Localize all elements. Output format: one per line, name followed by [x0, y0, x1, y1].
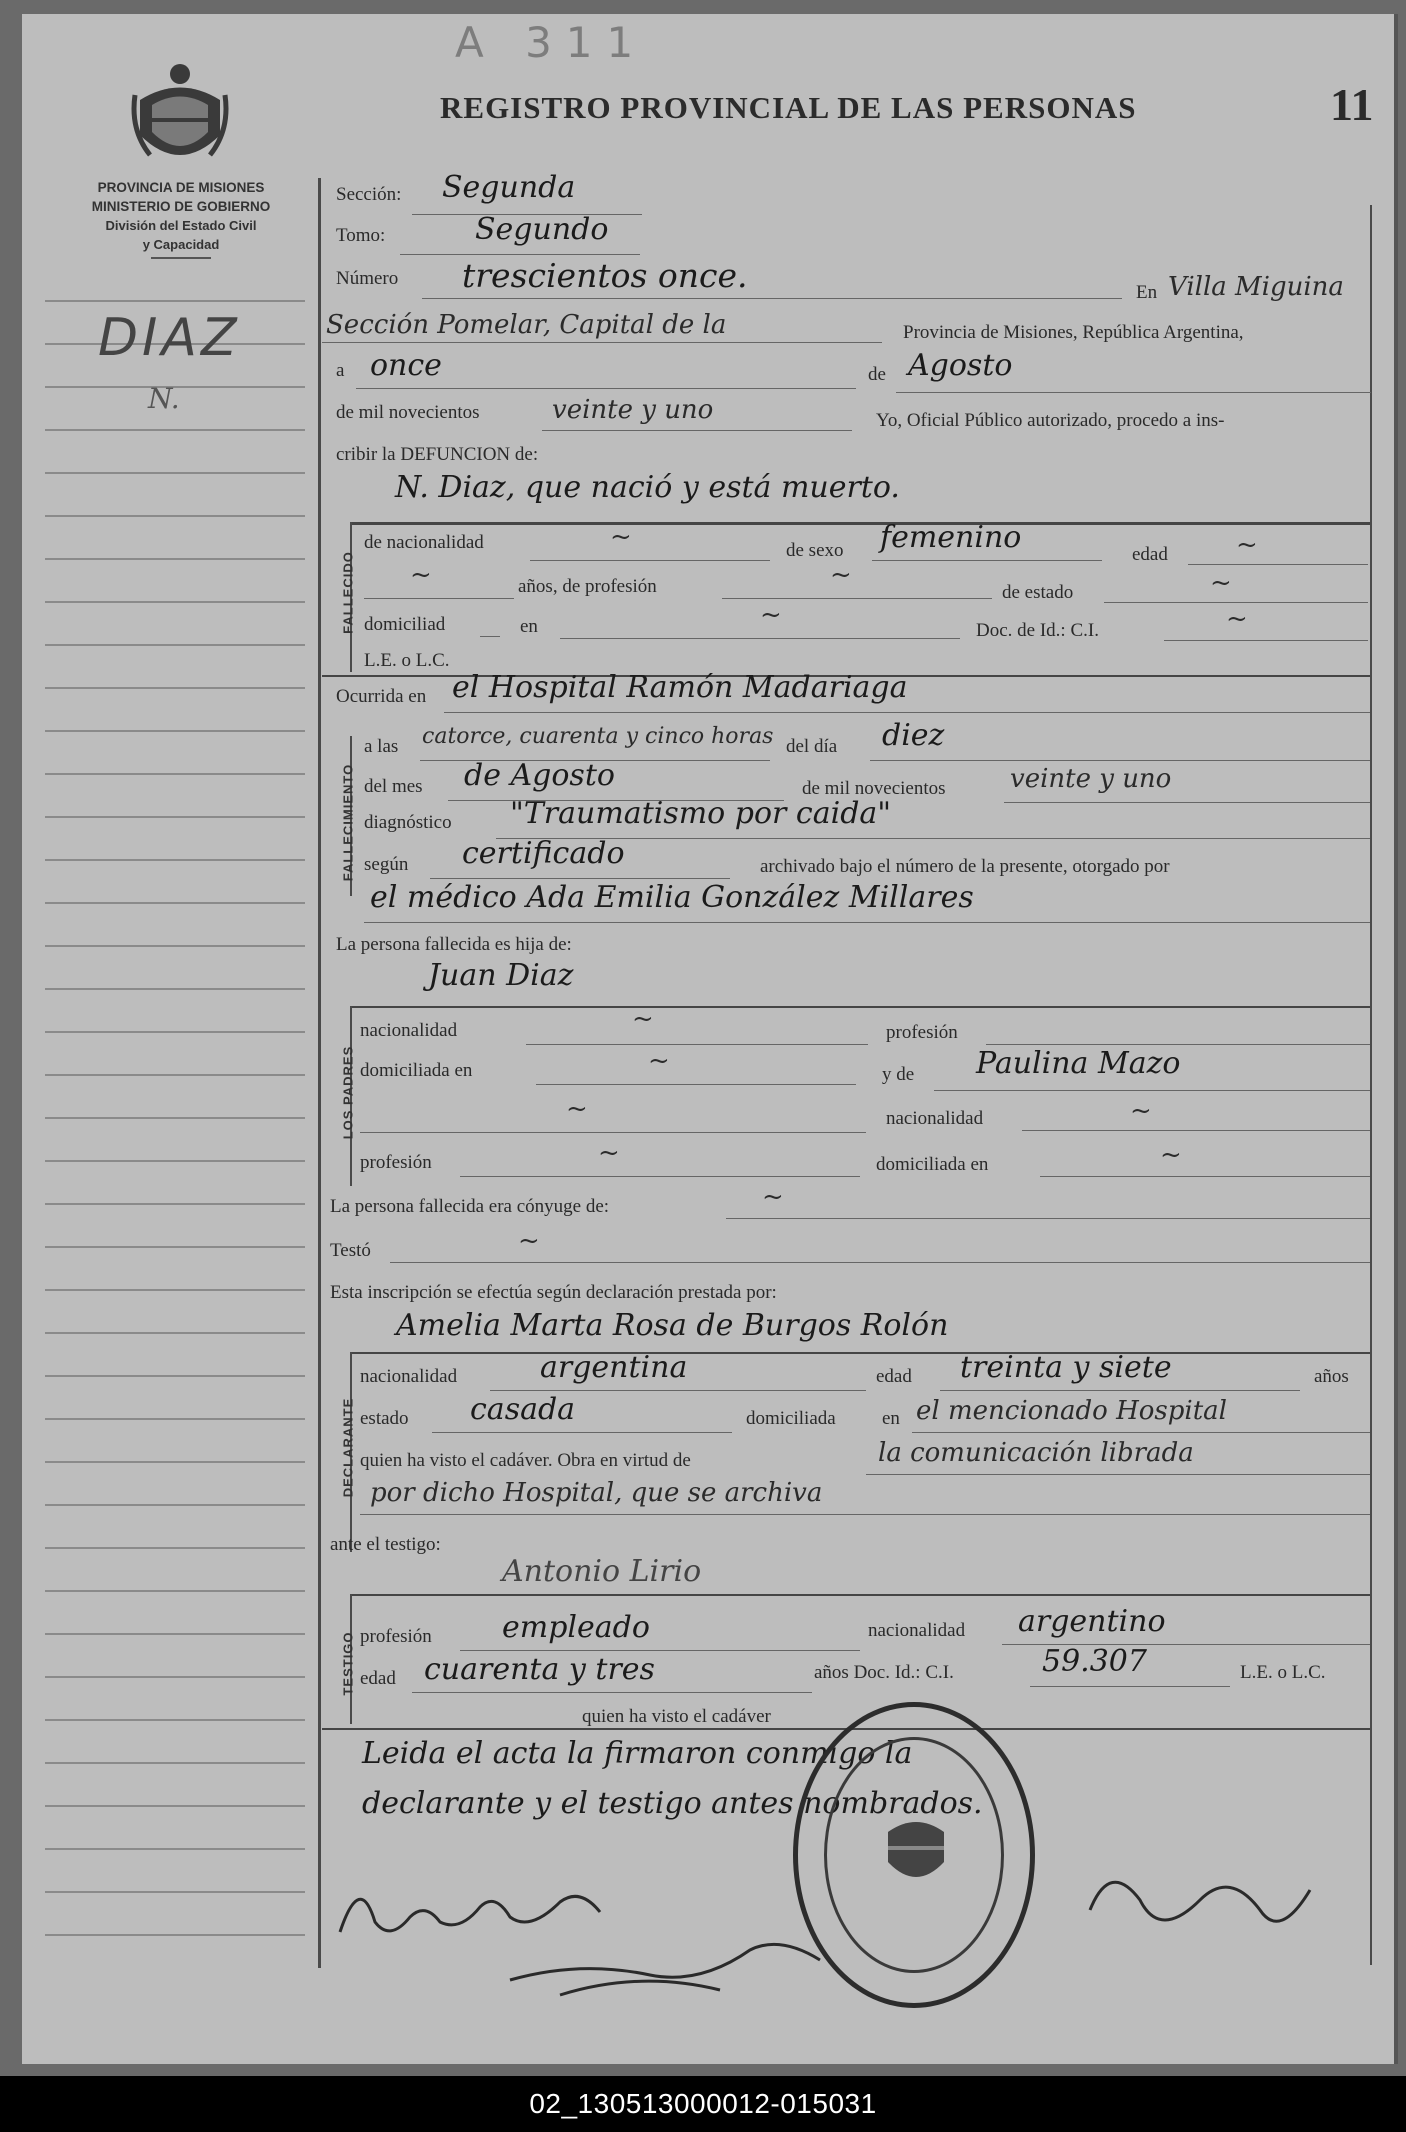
fallecimiento-section-label: FALLECIMIENTO [340, 763, 356, 882]
padre-domicilio-value: ~ [648, 1046, 670, 1076]
padre-profesion2-line [460, 1176, 860, 1177]
margin-rule-line [45, 1031, 305, 1033]
en-value: Villa Miguina [1168, 272, 1344, 302]
fallecido-name: N. Diaz, que nació y está muerto. [395, 470, 900, 505]
declaracion-label: Esta inscripción se efectúa según declaración prestada por: [330, 1282, 777, 1303]
declarante-estado-line [432, 1432, 732, 1433]
segun-label: según [364, 854, 409, 875]
diagnostico-line [496, 838, 1370, 839]
office-divider [151, 257, 211, 259]
anio-label: de mil novecientos [336, 402, 480, 423]
padre-extra-line [360, 1132, 866, 1133]
declarante-en-label: en [882, 1408, 900, 1429]
declarante-obra-line [866, 1474, 1370, 1475]
testo-line [390, 1262, 1370, 1263]
issuing-office [50, 178, 312, 259]
testigo-name: Antonio Lirio [502, 1554, 702, 1589]
padre-nacionalidad-line [526, 1044, 868, 1045]
de-label: de [868, 364, 886, 385]
office-division: División del Estado Civil [105, 218, 257, 233]
testigo-edad-label: edad [360, 1668, 396, 1689]
doc-label: Doc. de Id.: C.I. [976, 620, 1099, 641]
madre-nacionalidad-value: ~ [1130, 1096, 1152, 1126]
fallecido-section-label: FALLECIDO [340, 551, 356, 634]
declarante-section-label: DECLARANTE [340, 1397, 356, 1498]
testigo-profesion-label: profesión [360, 1626, 432, 1647]
testigo-edad-line [412, 1692, 812, 1693]
declarante-edad-line [940, 1390, 1300, 1391]
margin-rule-line [45, 558, 305, 560]
margin-rule-line [45, 1375, 305, 1377]
horas-value: catorce, cuarenta y cinco horas [422, 724, 774, 749]
madre-value: Paulina Mazo [976, 1046, 1181, 1081]
margin-rule-line [45, 1848, 305, 1850]
madre-line [934, 1090, 1370, 1091]
padre-domicilio-line [536, 1084, 856, 1085]
fallecido-top-rule [352, 522, 1370, 525]
margin-rule-line [45, 1805, 305, 1807]
anios-line [364, 598, 514, 599]
edad-line [1188, 564, 1368, 565]
margin-rule-line [45, 1203, 305, 1205]
sexo-line [872, 560, 1102, 561]
testigo-anios-doc-label: años Doc. Id.: C.I. [814, 1662, 954, 1683]
margin-rule-line [45, 1160, 305, 1162]
padre-extra-value: ~ [566, 1094, 588, 1124]
margin-rule-line [45, 945, 305, 947]
provincia-text: Provincia de Misiones, República Argentina, [903, 322, 1244, 343]
margin-rule-line [45, 1891, 305, 1893]
margin-rule-line [45, 1547, 305, 1549]
margin-rule-line [45, 859, 305, 861]
margin-rule-line [45, 687, 305, 689]
margin-rule-line [45, 1934, 305, 1936]
en-label: En [1136, 282, 1158, 303]
declarante-obra2-line [360, 1514, 1370, 1515]
numero-line [422, 298, 1122, 299]
office-capacity: y Capacidad [142, 237, 220, 252]
mes-line [896, 392, 1371, 393]
oficial-text: Yo, Oficial Público autorizado, procedo a ins- [876, 410, 1225, 431]
padre-nacionalidad-label: nacionalidad [360, 1020, 458, 1041]
padre-profesion-line [986, 1044, 1370, 1045]
conyuge-label: La persona fallecida era cónyuge de: [330, 1196, 610, 1217]
closing-line-1: Leida el acta la firmaron conmigo la [362, 1736, 913, 1771]
testigo-le-label: L.E. o L.C. [1240, 1662, 1326, 1683]
testo-label: Testó [330, 1240, 371, 1261]
profesion-value: ~ [830, 560, 852, 590]
padre-value: Juan Diaz [428, 958, 574, 993]
le-label: L.E. o L.C. [364, 650, 450, 671]
mes-value: Agosto [908, 348, 1013, 383]
anio-value: veinte y uno [552, 395, 714, 425]
testigo-section-label: TESTIGO [340, 1631, 356, 1696]
margin-rule-line [45, 1633, 305, 1635]
estado-line [1104, 602, 1368, 603]
domicilio-en-label: en [520, 616, 538, 637]
madre-domicilio-label: domiciliada en [876, 1154, 989, 1175]
estado-label: de estado [1002, 582, 1074, 603]
nacionalidad-label: de nacionalidad [364, 532, 484, 553]
margin-rule-line [45, 816, 305, 818]
margin-rule-line [45, 472, 305, 474]
declarante-top-rule [352, 1352, 1370, 1354]
margin-rule-line [45, 1418, 305, 1420]
numero-value: trescientos once. [462, 256, 748, 295]
numero-label: Número [336, 268, 399, 289]
margin-rule-line [45, 601, 305, 603]
doc-value: ~ [1226, 604, 1248, 634]
domicilio-line [560, 638, 960, 639]
archivado-text: archivado bajo el número de la presente, otorgado por [760, 856, 1170, 877]
closing-line-2: declarante y el testigo antes nombrados. [362, 1786, 983, 1821]
anio-label: de mil novecientos [802, 778, 946, 799]
declarante-nacionalidad-label: nacionalidad [360, 1366, 458, 1387]
madre-nacionalidad-label: nacionalidad [886, 1108, 984, 1129]
margin-rule-line [45, 730, 305, 732]
dia-line [356, 388, 856, 389]
margin-rule-line [45, 1074, 305, 1076]
anios-label: años, de profesión [518, 576, 657, 597]
domicilio-value: ~ [760, 600, 782, 630]
margin-rule-line [45, 1117, 305, 1119]
declarante-obra-value: la comunicación librada [878, 1438, 1194, 1468]
page-title: REGISTRO PROVINCIAL DE LAS PERSONAS [440, 90, 1137, 125]
edad-label: edad [1132, 544, 1168, 565]
a-label: a [336, 360, 345, 381]
diagnostico-label: diagnóstico [364, 812, 452, 833]
edad-value: ~ [1236, 530, 1258, 560]
yde-label: y de [882, 1064, 915, 1085]
left-border [318, 178, 321, 1968]
official-signature [1070, 1850, 1330, 1960]
seal-emblem-icon [883, 1812, 949, 1892]
declarante-estado-label: estado [360, 1408, 409, 1429]
tomo-label: Tomo: [336, 225, 386, 246]
dia-value: diez [882, 718, 945, 753]
location-value: Sección Pomelar, Capital de la [326, 310, 727, 340]
domiciliad-line [480, 636, 500, 637]
padre-profesion2-label: profesión [360, 1152, 432, 1173]
margin-rule-line [45, 644, 305, 646]
declarante-estado-value: casada [470, 1392, 576, 1427]
conyuge-value: ~ [762, 1182, 784, 1212]
declarante-anios-label: años [1314, 1366, 1349, 1387]
padre-profesion-label: profesión [886, 1022, 958, 1043]
margin-rule-line [45, 988, 305, 990]
sexo-value: femenino [880, 520, 1022, 555]
witness-signature [500, 1920, 840, 2010]
declarante-edad-label: edad [876, 1366, 912, 1387]
seccion-label: Sección: [336, 184, 402, 205]
testigo-nacionalidad-value: argentino [1018, 1604, 1166, 1639]
margin-rule-line [45, 300, 305, 302]
medico-line [364, 922, 1370, 923]
image-id-label: 02_130513000012-015031 [529, 2088, 877, 2119]
testigo-doc-line [1030, 1686, 1230, 1687]
tomo-line [400, 254, 640, 255]
testigo-profesion-value: empleado [502, 1610, 650, 1645]
testigo-visto-text: quien ha visto el cadáver [582, 1706, 771, 1727]
declarante-visto-text: quien ha visto el cadáver. Obra en virtud de [360, 1450, 691, 1471]
mes-label: del mes [364, 776, 423, 797]
anios-value: ~ [410, 560, 432, 590]
location-line [322, 342, 882, 343]
testigo-doc-value: 59.307 [1042, 1644, 1147, 1679]
estado-value: ~ [1210, 568, 1232, 598]
segun-value: certificado [462, 836, 625, 871]
domiciliad-label: domiciliad [364, 614, 446, 635]
padre-nacionalidad-value: ~ [632, 1004, 654, 1034]
dia-label: del día [786, 736, 838, 757]
right-border [1370, 205, 1372, 1965]
tomo-value: Segundo [475, 212, 609, 247]
ante-testigo-label: ante el testigo: [330, 1534, 441, 1555]
margin-rule-line [45, 1762, 305, 1764]
dia-value: once [370, 348, 442, 383]
doc-line [1164, 640, 1368, 641]
madre-domicilio-value: ~ [1160, 1140, 1182, 1170]
margin-rule-line [45, 1676, 305, 1678]
office-province: PROVINCIA DE MISIONES [97, 180, 265, 195]
margin-rule-line [45, 1332, 305, 1334]
anio-value: veinte y uno [1010, 764, 1172, 794]
ocurrida-value: el Hospital Ramón Madariaga [452, 670, 908, 705]
segun-line [430, 878, 730, 879]
margin-initial: N. [148, 382, 180, 415]
margin-rule-line [45, 429, 305, 431]
margin-rule-line [45, 902, 305, 904]
testo-value: ~ [518, 1226, 540, 1256]
nacionalidad-value: ~ [610, 522, 632, 552]
hija-label: La persona fallecida es hija de: [336, 934, 572, 955]
declarante-nacionalidad-value: argentina [540, 1350, 688, 1385]
nacionalidad-line [530, 560, 770, 561]
declarante-edad-value: treinta y siete [960, 1350, 1172, 1385]
conyuge-line [726, 1218, 1370, 1219]
testigo-nacionalidad-label: nacionalidad [868, 1620, 966, 1641]
margin-rule-line [45, 1246, 305, 1248]
diagnostico-value: "Traumatismo por caida" [510, 796, 892, 831]
margin-surname: DIAZ [98, 308, 241, 368]
ocurrida-line [444, 712, 1370, 713]
office-ministry: MINISTERIO DE GOBIERNO [91, 199, 271, 214]
mes-value: de Agosto [464, 758, 615, 793]
madre-domicilio-line [1040, 1176, 1370, 1177]
pencil-mark: A 311 [455, 18, 648, 67]
declarante-domicilio-value: el mencionado Hospital [916, 1396, 1227, 1426]
declarante-domiciliada-label: domiciliada [746, 1408, 836, 1429]
padre-profesion2-value: ~ [598, 1138, 620, 1168]
margin-rule-line [45, 1590, 305, 1592]
padre-domicilio-label: domiciliada en [360, 1060, 473, 1081]
madre-nacionalidad-line [1022, 1130, 1370, 1131]
declarante-obra2-value: por dicho Hospital, que se archiva [370, 1478, 823, 1508]
dia-line [870, 760, 1370, 761]
padres-section-label: LOS PADRES [340, 1045, 356, 1140]
declarante-name: Amelia Marta Rosa de Burgos Rolón [396, 1308, 949, 1343]
declarante-nacionalidad-line [490, 1390, 866, 1391]
declarante-domicilio-line [912, 1432, 1370, 1433]
margin-rule-line [45, 515, 305, 517]
sexo-label: de sexo [786, 540, 844, 561]
padres-top-rule [352, 1006, 1370, 1008]
ocurrida-label: Ocurrida en [336, 686, 427, 707]
anio-line [1004, 802, 1370, 803]
margin-rule-line [45, 1504, 305, 1506]
horas-label: a las [364, 736, 399, 757]
page-number: 11 [1330, 79, 1374, 130]
profesion-line [722, 598, 992, 599]
anio-line [542, 430, 852, 431]
margin-rule-line [45, 1719, 305, 1721]
coat-of-arms-icon [130, 60, 230, 180]
testigo-top-rule [352, 1594, 1370, 1596]
medico-value: el médico Ada Emilia González Millares [370, 880, 974, 915]
seccion-value: Segunda [442, 170, 576, 205]
margin-rule-line [45, 1461, 305, 1463]
testigo-profesion-line [460, 1650, 860, 1651]
testigo-edad-value: cuarenta y tres [424, 1652, 655, 1687]
cribir-text: cribir la DEFUNCION de: [336, 444, 539, 465]
margin-rule-line [45, 773, 305, 775]
margin-rule-line [45, 1289, 305, 1291]
